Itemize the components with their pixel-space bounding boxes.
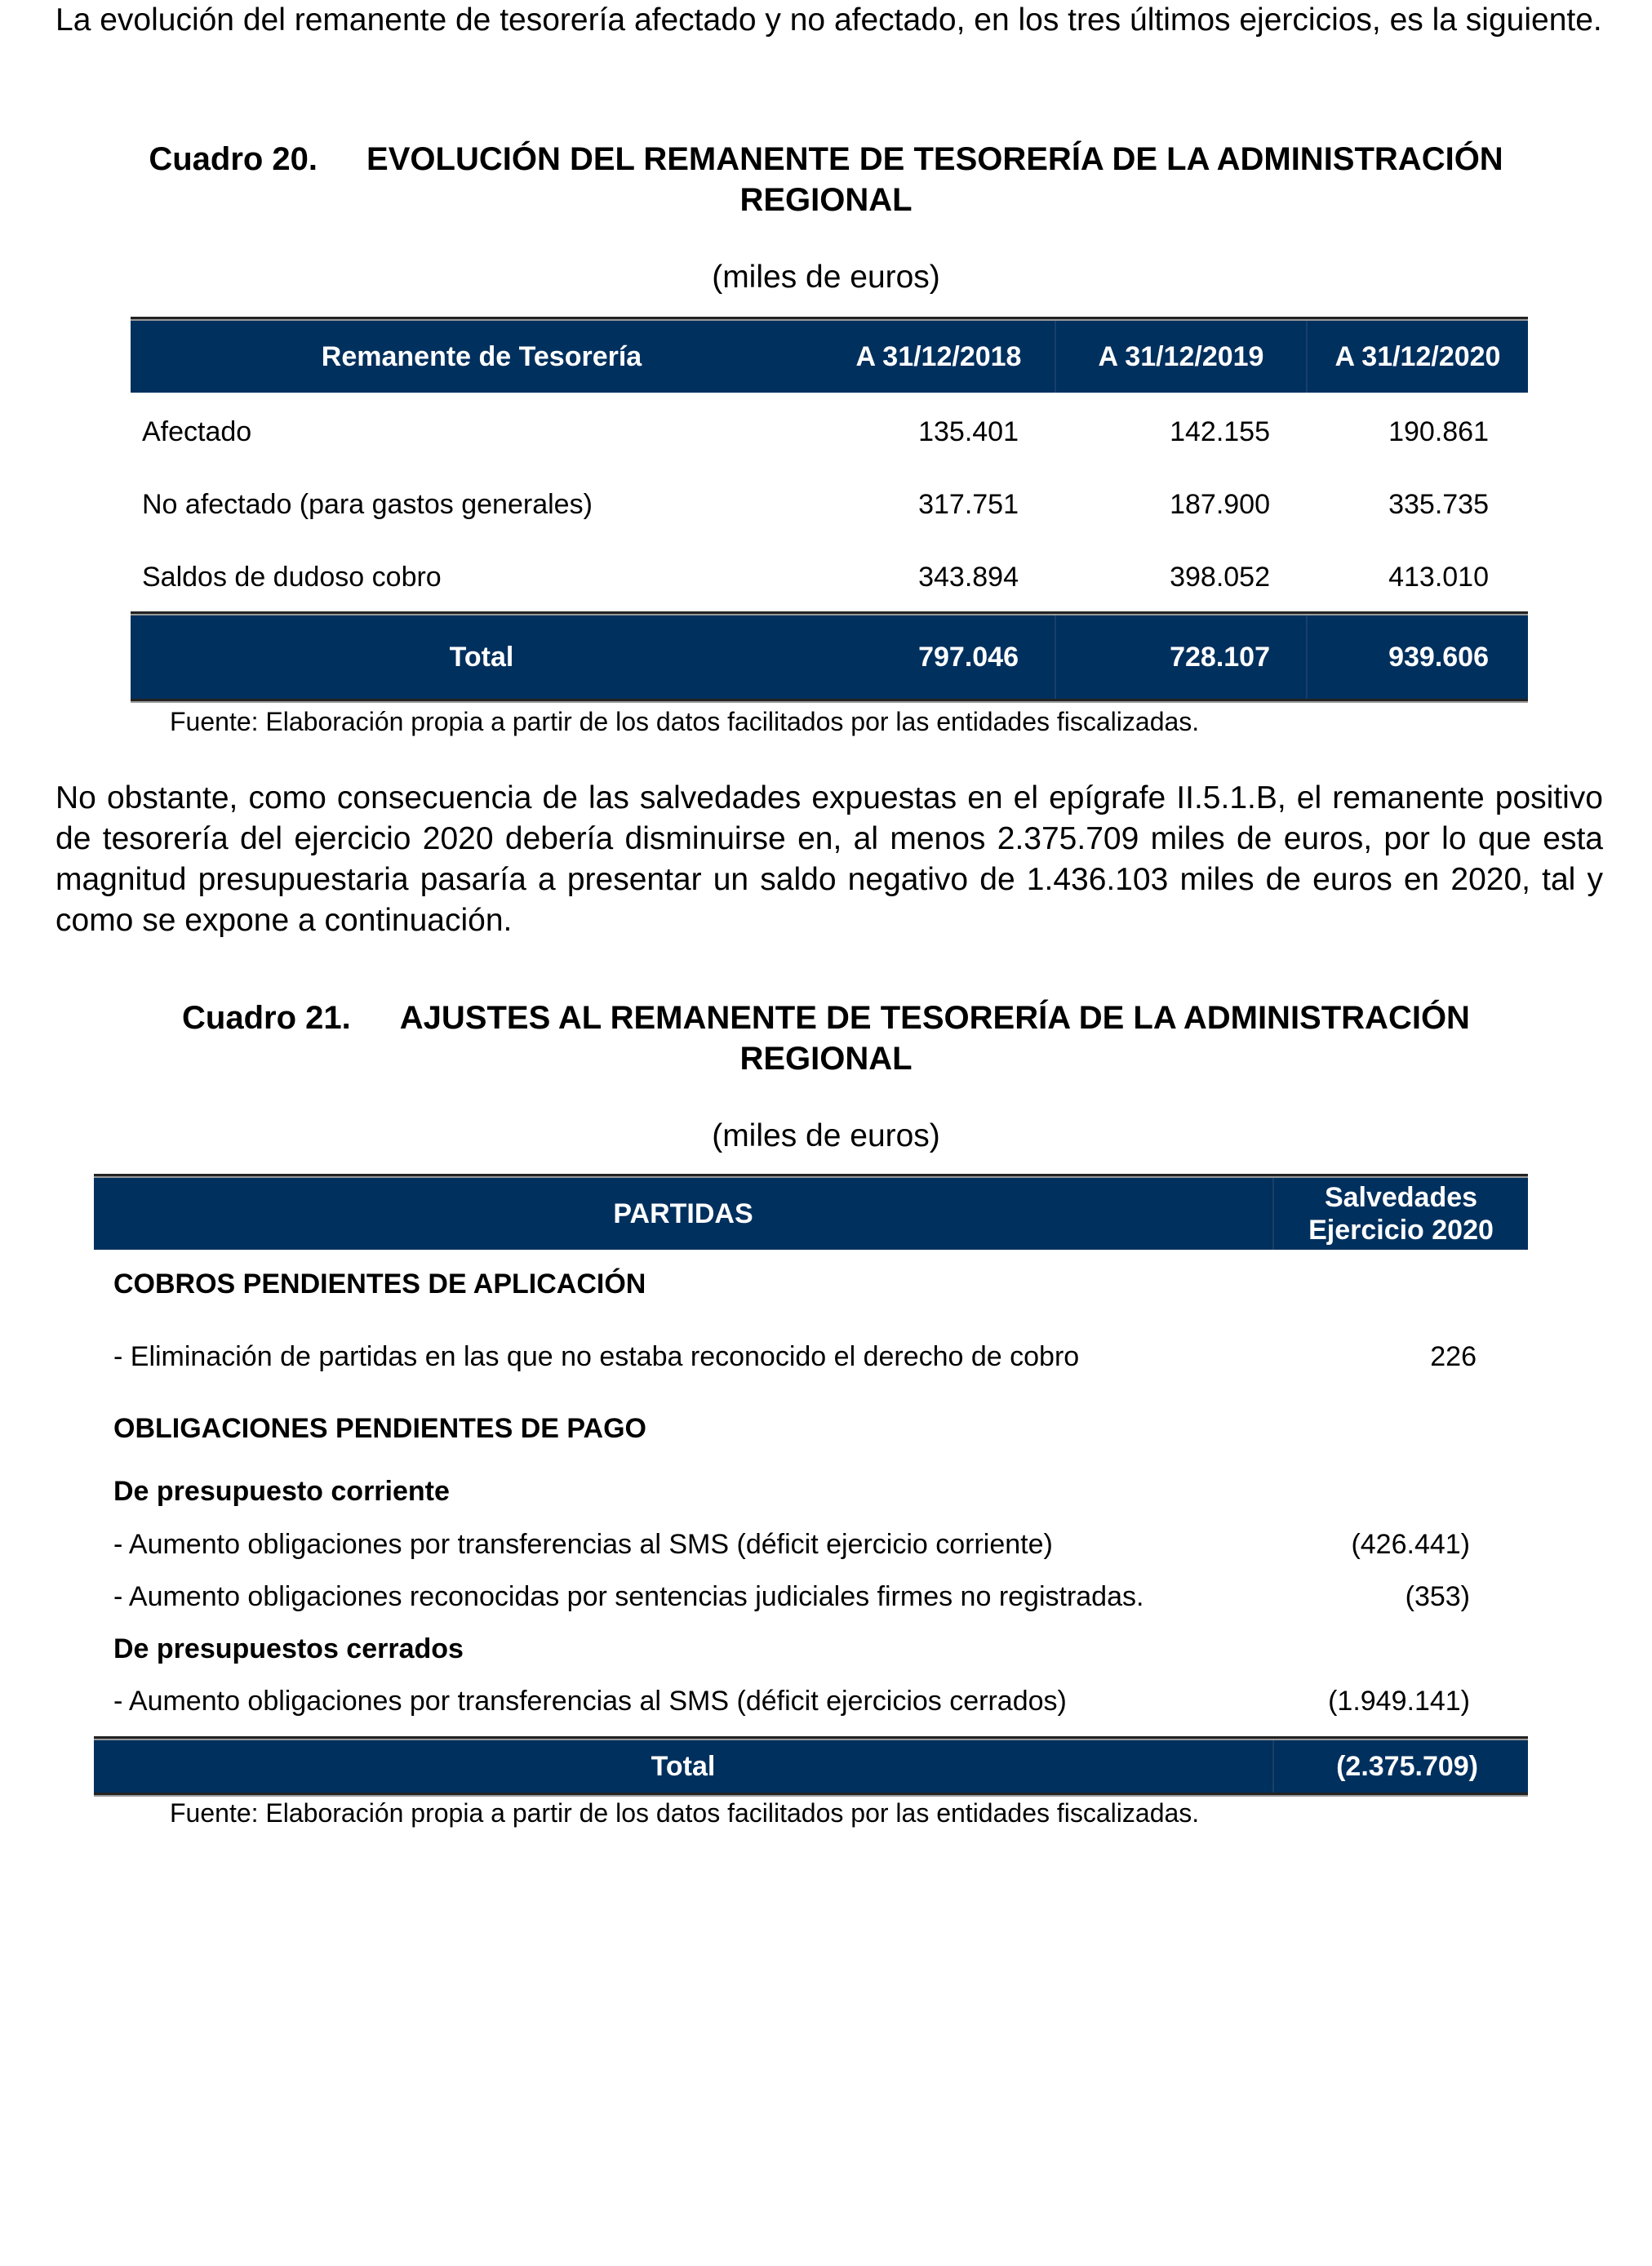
table20 — [131, 317, 1528, 703]
bottom-rule — [131, 699, 1528, 703]
cell-2019: 398.052 — [1170, 562, 1270, 593]
table20-title-line1: EVOLUCIÓN DEL REMANENTE DE TESORERÍA DE LA ADMINISTRACIÓN — [366, 141, 1503, 177]
col-header-partidas: PARTIDAS — [613, 1198, 753, 1229]
cell-2019: 142.155 — [1170, 416, 1270, 447]
col-header-ejercicio: Ejercicio 2020 — [1308, 1215, 1494, 1246]
table20-header — [131, 321, 1528, 393]
subsection-heading: De presupuesto corriente — [113, 1476, 450, 1507]
row-value: (1.949.141) — [1328, 1686, 1470, 1717]
cell-2020: 190.861 — [1388, 416, 1489, 447]
section-heading: OBLIGACIONES PENDIENTES DE PAGO — [113, 1413, 647, 1444]
table21-title-line2: REGIONAL — [739, 1041, 913, 1077]
col-header-2020: A 31/12/2020 — [1334, 341, 1501, 372]
row-label: - Aumento obligaciones por transferencias al SMS (déficit ejercicios cerrados) — [113, 1686, 1067, 1717]
table21-source: Fuente: Elaboración propia a partir de los datos facilitados por las entidades fiscalizadas. — [170, 1798, 1200, 1828]
intro-paragraph: La evolución del remanente de tesorería afectado y no afectado, en los tres últimos ejercicios, es la siguiente. — [56, 2, 1602, 38]
total-value: (2.375.709) — [1336, 1751, 1478, 1782]
table21-body — [94, 1250, 1528, 1736]
table20-number: Cuadro 20. — [149, 141, 318, 177]
table20-total-row — [131, 615, 1528, 699]
col-header-remanente: Remanente de Tesorería — [321, 341, 642, 372]
total-2020: 939.606 — [1388, 642, 1489, 673]
table20-title — [0, 139, 1652, 220]
row-label: - Aumento obligaciones por transferencias al SMS (déficit ejercicio corriente) — [113, 1529, 1053, 1560]
table21-title-line1: AJUSTES AL REMANENTE DE TESORERÍA DE LA ADMINISTRACIÓN — [399, 1000, 1470, 1036]
total-label: Total — [449, 642, 514, 673]
cell-2020: 413.010 — [1388, 562, 1489, 593]
row-label: - Eliminación de partidas en las que no estaba reconocido el derecho de cobro — [113, 1341, 1080, 1372]
section-heading: COBROS PENDIENTES DE APLICACIÓN — [113, 1269, 646, 1300]
bottom-rule — [94, 1793, 1528, 1797]
col-header-salvedades: Salvedades — [1324, 1182, 1478, 1213]
total-2019: 728.107 — [1170, 642, 1270, 673]
col-header-2018: A 31/12/2018 — [855, 341, 1022, 372]
cell-2018: 135.401 — [918, 416, 1019, 447]
row-value: (426.441) — [1351, 1529, 1470, 1560]
col-header-2019: A 31/12/2019 — [1098, 341, 1264, 372]
table21-units: (miles de euros) — [712, 1118, 940, 1153]
table20-body — [131, 393, 1528, 611]
table20-source: Fuente: Elaboración propia a partir de los datos facilitados por las entidades fiscalizadas. — [170, 707, 1200, 736]
row-label: Afectado — [142, 416, 252, 447]
total-label: Total — [651, 1751, 716, 1782]
table21-total-row — [94, 1740, 1528, 1793]
table21-title — [0, 997, 1652, 1079]
subsection-heading: De presupuestos cerrados — [113, 1633, 464, 1664]
table21 — [94, 1174, 1528, 1797]
middle-paragraph: No obstante, como consecuencia de las salvedades expuestas en el epígrafe II.5.1.B, el remanente positivo de tesorería del ejercicio 2020 debería disminuirse en, al menos 2.375.709 miles de euros, por lo que esta magnitud presupuestaria pasaría a presentar un saldo negativo de 1.436.103 miles de euros en 2020, tal y como se expone a continuación. — [56, 780, 1603, 938]
cell-2020: 335.735 — [1388, 489, 1489, 520]
table21-number: Cuadro 21. — [182, 1000, 351, 1036]
row-label: Saldos de dudoso cobro — [142, 562, 442, 593]
table21-header — [94, 1178, 1528, 1250]
row-value: 226 — [1430, 1341, 1477, 1372]
cell-2018: 317.751 — [918, 489, 1019, 520]
cell-2018: 343.894 — [918, 562, 1019, 593]
row-label: No afectado (para gastos generales) — [142, 489, 593, 520]
cell-2019: 187.900 — [1170, 489, 1270, 520]
table20-title-line2: REGIONAL — [739, 182, 913, 218]
row-label: - Aumento obligaciones reconocidas por sentencias judiciales firmes no registradas. — [113, 1581, 1144, 1612]
row-value: (353) — [1405, 1581, 1470, 1612]
table20-units: (miles de euros) — [712, 260, 940, 295]
total-2018: 797.046 — [918, 642, 1019, 673]
